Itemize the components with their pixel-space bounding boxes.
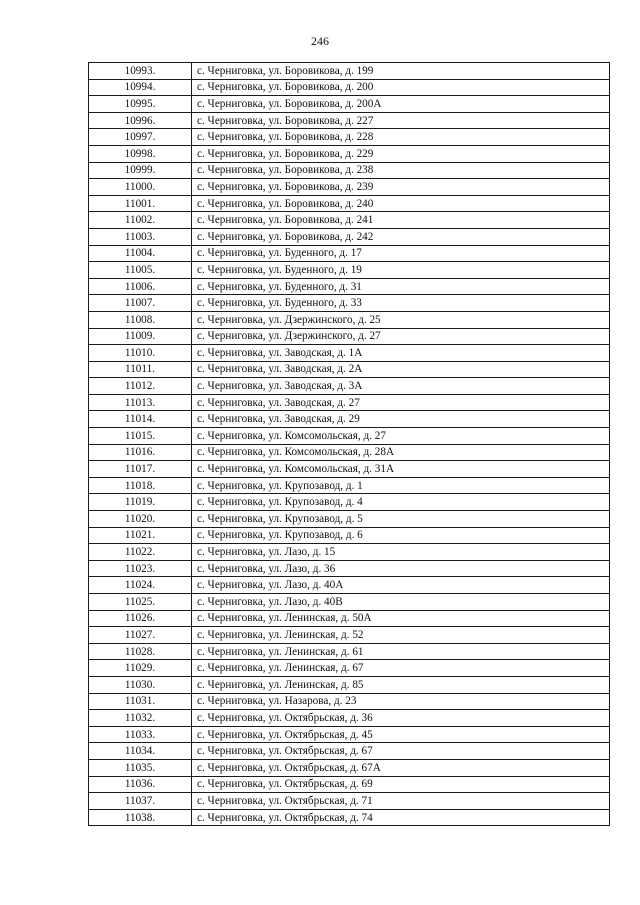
row-number-cell: 11033. bbox=[89, 726, 192, 743]
address-cell: с. Черниговка, ул. Буденного, д. 17 bbox=[192, 245, 610, 262]
address-cell: с. Черниговка, ул. Лазо, д. 15 bbox=[192, 544, 610, 561]
table-row bbox=[89, 610, 610, 627]
table-row bbox=[89, 477, 610, 494]
table-row bbox=[89, 228, 610, 245]
row-number-cell: 11015. bbox=[89, 428, 192, 445]
address-cell: с. Черниговка, ул. Боровикова, д. 200 bbox=[192, 79, 610, 96]
address-cell: с. Черниговка, ул. Боровикова, д. 229 bbox=[192, 145, 610, 162]
address-cell: с. Черниговка, ул. Боровикова, д. 228 bbox=[192, 129, 610, 146]
row-number-cell: 11020. bbox=[89, 511, 192, 528]
row-number-cell: 11017. bbox=[89, 461, 192, 478]
address-cell: с. Черниговка, ул. Ленинская, д. 61 bbox=[192, 643, 610, 660]
address-cell: с. Черниговка, ул. Октябрьская, д. 45 bbox=[192, 726, 610, 743]
table-row bbox=[89, 660, 610, 677]
table-row bbox=[89, 577, 610, 594]
row-number-cell: 10997. bbox=[89, 129, 192, 146]
address-cell: с. Черниговка, ул. Боровикова, д. 238 bbox=[192, 162, 610, 179]
table-row bbox=[89, 461, 610, 478]
address-cell: с. Черниговка, ул. Боровикова, д. 199 bbox=[192, 63, 610, 80]
table-row bbox=[89, 444, 610, 461]
address-cell: с. Черниговка, ул. Боровикова, д. 240 bbox=[192, 195, 610, 212]
row-number-cell: 11032. bbox=[89, 710, 192, 727]
address-cell: с. Черниговка, ул. Заводская, д. 27 bbox=[192, 394, 610, 411]
row-number-cell: 11006. bbox=[89, 278, 192, 295]
table-row bbox=[89, 328, 610, 345]
row-number-cell: 11014. bbox=[89, 411, 192, 428]
table-row bbox=[89, 527, 610, 544]
address-cell: с. Черниговка, ул. Октябрьская, д. 67А bbox=[192, 759, 610, 776]
row-number-cell: 11007. bbox=[89, 295, 192, 312]
row-number-cell: 11000. bbox=[89, 179, 192, 196]
table-row bbox=[89, 676, 610, 693]
table-row bbox=[89, 793, 610, 810]
table-row bbox=[89, 262, 610, 279]
table-row bbox=[89, 594, 610, 611]
row-number-cell: 11035. bbox=[89, 759, 192, 776]
row-number-cell: 11037. bbox=[89, 793, 192, 810]
table-row bbox=[89, 145, 610, 162]
address-table-body bbox=[89, 63, 610, 826]
row-number-cell: 11030. bbox=[89, 676, 192, 693]
table-row bbox=[89, 560, 610, 577]
address-cell: с. Черниговка, ул. Ленинская, д. 52 bbox=[192, 627, 610, 644]
row-number-cell: 10994. bbox=[89, 79, 192, 96]
row-number-cell: 11010. bbox=[89, 345, 192, 362]
row-number-cell: 11025. bbox=[89, 594, 192, 611]
row-number-cell: 11023. bbox=[89, 560, 192, 577]
address-cell: с. Черниговка, ул. Лазо, д. 40А bbox=[192, 577, 610, 594]
row-number-cell: 11008. bbox=[89, 311, 192, 328]
table-row bbox=[89, 759, 610, 776]
address-cell: с. Черниговка, ул. Крупозавод, д. 6 bbox=[192, 527, 610, 544]
table-row bbox=[89, 710, 610, 727]
address-cell: с. Черниговка, ул. Лазо, д. 36 bbox=[192, 560, 610, 577]
address-cell: с. Черниговка, ул. Комсомольская, д. 31А bbox=[192, 461, 610, 478]
row-number-cell: 11001. bbox=[89, 195, 192, 212]
table-row bbox=[89, 411, 610, 428]
row-number-cell: 11004. bbox=[89, 245, 192, 262]
row-number-cell: 11024. bbox=[89, 577, 192, 594]
table-row bbox=[89, 295, 610, 312]
table-row bbox=[89, 345, 610, 362]
table-row bbox=[89, 361, 610, 378]
address-cell: с. Черниговка, ул. Боровикова, д. 242 bbox=[192, 228, 610, 245]
table-row bbox=[89, 726, 610, 743]
row-number-cell: 10993. bbox=[89, 63, 192, 80]
row-number-cell: 11019. bbox=[89, 494, 192, 511]
address-cell: с. Черниговка, ул. Буденного, д. 31 bbox=[192, 278, 610, 295]
row-number-cell: 11021. bbox=[89, 527, 192, 544]
row-number-cell: 11022. bbox=[89, 544, 192, 561]
row-number-cell: 11016. bbox=[89, 444, 192, 461]
table-row bbox=[89, 79, 610, 96]
row-number-cell: 10996. bbox=[89, 112, 192, 129]
row-number-cell: 11018. bbox=[89, 477, 192, 494]
address-cell: с. Черниговка, ул. Ленинская, д. 50А bbox=[192, 610, 610, 627]
table-row bbox=[89, 428, 610, 445]
row-number-cell: 11028. bbox=[89, 643, 192, 660]
address-cell: с. Черниговка, ул. Буденного, д. 19 bbox=[192, 262, 610, 279]
address-cell: с. Черниговка, ул. Ленинская, д. 85 bbox=[192, 676, 610, 693]
address-cell: с. Черниговка, ул. Октябрьская, д. 71 bbox=[192, 793, 610, 810]
row-number-cell: 11003. bbox=[89, 228, 192, 245]
table-row bbox=[89, 643, 610, 660]
row-number-cell: 10995. bbox=[89, 96, 192, 113]
table-row bbox=[89, 311, 610, 328]
address-cell: с. Черниговка, ул. Дзержинского, д. 25 bbox=[192, 311, 610, 328]
table-row bbox=[89, 394, 610, 411]
row-number-cell: 11026. bbox=[89, 610, 192, 627]
address-cell: с. Черниговка, ул. Лазо, д. 40В bbox=[192, 594, 610, 611]
address-cell: с. Черниговка, ул. Боровикова, д. 200А bbox=[192, 96, 610, 113]
address-cell: с. Черниговка, ул. Боровикова, д. 227 bbox=[192, 112, 610, 129]
row-number-cell: 11009. bbox=[89, 328, 192, 345]
address-cell: с. Черниговка, ул. Буденного, д. 33 bbox=[192, 295, 610, 312]
table-row bbox=[89, 63, 610, 80]
table-row bbox=[89, 693, 610, 710]
table-row bbox=[89, 195, 610, 212]
row-number-cell: 11002. bbox=[89, 212, 192, 229]
address-cell: с. Черниговка, ул. Заводская, д. 1А bbox=[192, 345, 610, 362]
table-row bbox=[89, 378, 610, 395]
table-row bbox=[89, 179, 610, 196]
table-row bbox=[89, 809, 610, 826]
address-cell: с. Черниговка, ул. Ленинская, д. 67 bbox=[192, 660, 610, 677]
row-number-cell: 10998. bbox=[89, 145, 192, 162]
address-cell: с. Черниговка, ул. Заводская, д. 3А bbox=[192, 378, 610, 395]
table-row bbox=[89, 627, 610, 644]
address-cell: с. Черниговка, ул. Октябрьская, д. 36 bbox=[192, 710, 610, 727]
table-row bbox=[89, 245, 610, 262]
address-cell: с. Черниговка, ул. Крупозавод, д. 5 bbox=[192, 511, 610, 528]
address-cell: с. Черниговка, ул. Крупозавод, д. 4 bbox=[192, 494, 610, 511]
table-row bbox=[89, 511, 610, 528]
row-number-cell: 11036. bbox=[89, 776, 192, 793]
address-cell: с. Черниговка, ул. Заводская, д. 29 bbox=[192, 411, 610, 428]
table-row bbox=[89, 278, 610, 295]
table-row bbox=[89, 743, 610, 760]
row-number-cell: 10999. bbox=[89, 162, 192, 179]
table-row bbox=[89, 96, 610, 113]
row-number-cell: 11011. bbox=[89, 361, 192, 378]
address-cell: с. Черниговка, ул. Дзержинского, д. 27 bbox=[192, 328, 610, 345]
address-cell: с. Черниговка, ул. Заводская, д. 2А bbox=[192, 361, 610, 378]
address-cell: с. Черниговка, ул. Боровикова, д. 239 bbox=[192, 179, 610, 196]
address-cell: с. Черниговка, ул. Октябрьская, д. 67 bbox=[192, 743, 610, 760]
address-cell: с. Черниговка, ул. Октябрьская, д. 74 bbox=[192, 809, 610, 826]
row-number-cell: 11038. bbox=[89, 809, 192, 826]
address-cell: с. Черниговка, ул. Назарова, д. 23 bbox=[192, 693, 610, 710]
address-cell: с. Черниговка, ул. Комсомольская, д. 28А bbox=[192, 444, 610, 461]
address-cell: с. Черниговка, ул. Боровикова, д. 241 bbox=[192, 212, 610, 229]
table-row bbox=[89, 129, 610, 146]
address-cell: с. Черниговка, ул. Крупозавод, д. 1 bbox=[192, 477, 610, 494]
row-number-cell: 11034. bbox=[89, 743, 192, 760]
table-row bbox=[89, 112, 610, 129]
row-number-cell: 11013. bbox=[89, 394, 192, 411]
page-number: 246 bbox=[311, 34, 329, 48]
row-number-cell: 11031. bbox=[89, 693, 192, 710]
table-row bbox=[89, 162, 610, 179]
address-table bbox=[88, 62, 610, 826]
table-row bbox=[89, 212, 610, 229]
address-cell: с. Черниговка, ул. Комсомольская, д. 27 bbox=[192, 428, 610, 445]
table-row bbox=[89, 494, 610, 511]
table-row bbox=[89, 544, 610, 561]
table-row bbox=[89, 776, 610, 793]
row-number-cell: 11005. bbox=[89, 262, 192, 279]
address-cell: с. Черниговка, ул. Октябрьская, д. 69 bbox=[192, 776, 610, 793]
row-number-cell: 11027. bbox=[89, 627, 192, 644]
row-number-cell: 11029. bbox=[89, 660, 192, 677]
row-number-cell: 11012. bbox=[89, 378, 192, 395]
